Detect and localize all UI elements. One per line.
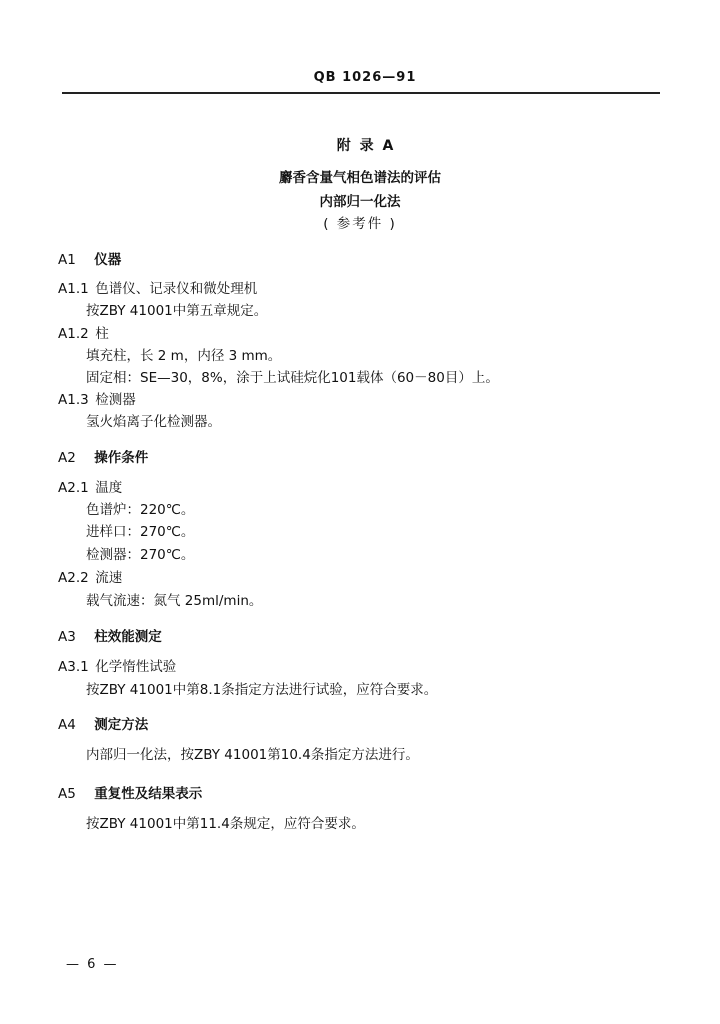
standard-code: QB 1026—91 <box>313 70 417 85</box>
section-a5-body: 按ZBY 41001中第11.4条规定，应符合要求。 <box>86 816 365 832</box>
section-title: 操作条件 <box>94 450 149 466</box>
annex-title: 麝香含量气相色谱法的评估 <box>279 170 441 186</box>
section-a3-1-heading <box>58 655 176 675</box>
section-number: A1.1 <box>58 281 89 297</box>
section-a3-1-body: 按ZBY 41001中第8.1条指定方法进行试验，应符合要求。 <box>86 682 438 698</box>
section-a1-1-heading <box>58 277 257 297</box>
section-a1-2-body-1: 填充柱，长 2 m，内径 3 mm。 <box>86 348 282 364</box>
section-number: A1.3 <box>58 392 89 408</box>
section-number: A1 <box>58 252 76 268</box>
section-a2-1-heading <box>58 476 122 496</box>
section-a1-2-heading <box>58 322 109 342</box>
section-number: A2.2 <box>58 570 89 586</box>
section-a2-1-body-3: 检测器：270℃。 <box>86 547 195 563</box>
page-number: — 6 — <box>66 957 119 972</box>
annex-subtitle: 内部归一化法 <box>319 194 401 210</box>
section-title: 柱效能测定 <box>94 629 162 645</box>
section-number: A4 <box>58 717 76 733</box>
section-title: 流速 <box>95 570 123 586</box>
header-rule <box>62 92 660 94</box>
section-number: A5 <box>58 786 76 802</box>
section-number: A2 <box>58 450 76 466</box>
section-a1-3-heading <box>58 388 136 408</box>
annex-label: 附 录 A <box>336 138 396 154</box>
section-a2-heading <box>58 446 148 466</box>
section-a1-3-body: 氢火焰离子化检测器。 <box>86 414 221 430</box>
section-title: 仪器 <box>94 252 122 268</box>
section-number: A2.1 <box>58 480 89 496</box>
section-a5-heading <box>58 782 202 802</box>
section-a4-heading <box>58 713 148 733</box>
section-a2-1-body-1: 色谱炉：220℃。 <box>86 502 195 518</box>
section-number: A3.1 <box>58 659 89 675</box>
section-title: 重复性及结果表示 <box>94 786 203 802</box>
section-title: 柱 <box>95 326 109 342</box>
section-a2-1-body-2: 进样口：270℃。 <box>86 524 195 540</box>
section-a1-2-body-2: 固定相：SE—30，8%，涂于上试硅烷化101载体（60－80目）上。 <box>86 370 499 386</box>
section-a1-heading <box>58 248 121 268</box>
section-a1-1-body: 按ZBY 41001中第五章规定。 <box>86 303 268 319</box>
annex-note: ( 参考件 ) <box>323 216 397 232</box>
section-number: A1.2 <box>58 326 89 342</box>
section-a4-body: 内部归一化法，按ZBY 41001第10.4条指定方法进行。 <box>86 747 419 763</box>
section-a2-2-heading <box>58 566 122 586</box>
section-title: 测定方法 <box>94 717 149 733</box>
section-title: 温度 <box>95 480 123 496</box>
section-title: 色谱仪、记录仪和微处理机 <box>95 281 258 297</box>
section-title: 检测器 <box>95 392 136 408</box>
section-a2-2-body: 载气流速：氮气 25ml/min。 <box>86 593 263 609</box>
section-a3-heading <box>58 625 162 645</box>
section-title: 化学惰性试验 <box>95 659 177 675</box>
section-number: A3 <box>58 629 76 645</box>
